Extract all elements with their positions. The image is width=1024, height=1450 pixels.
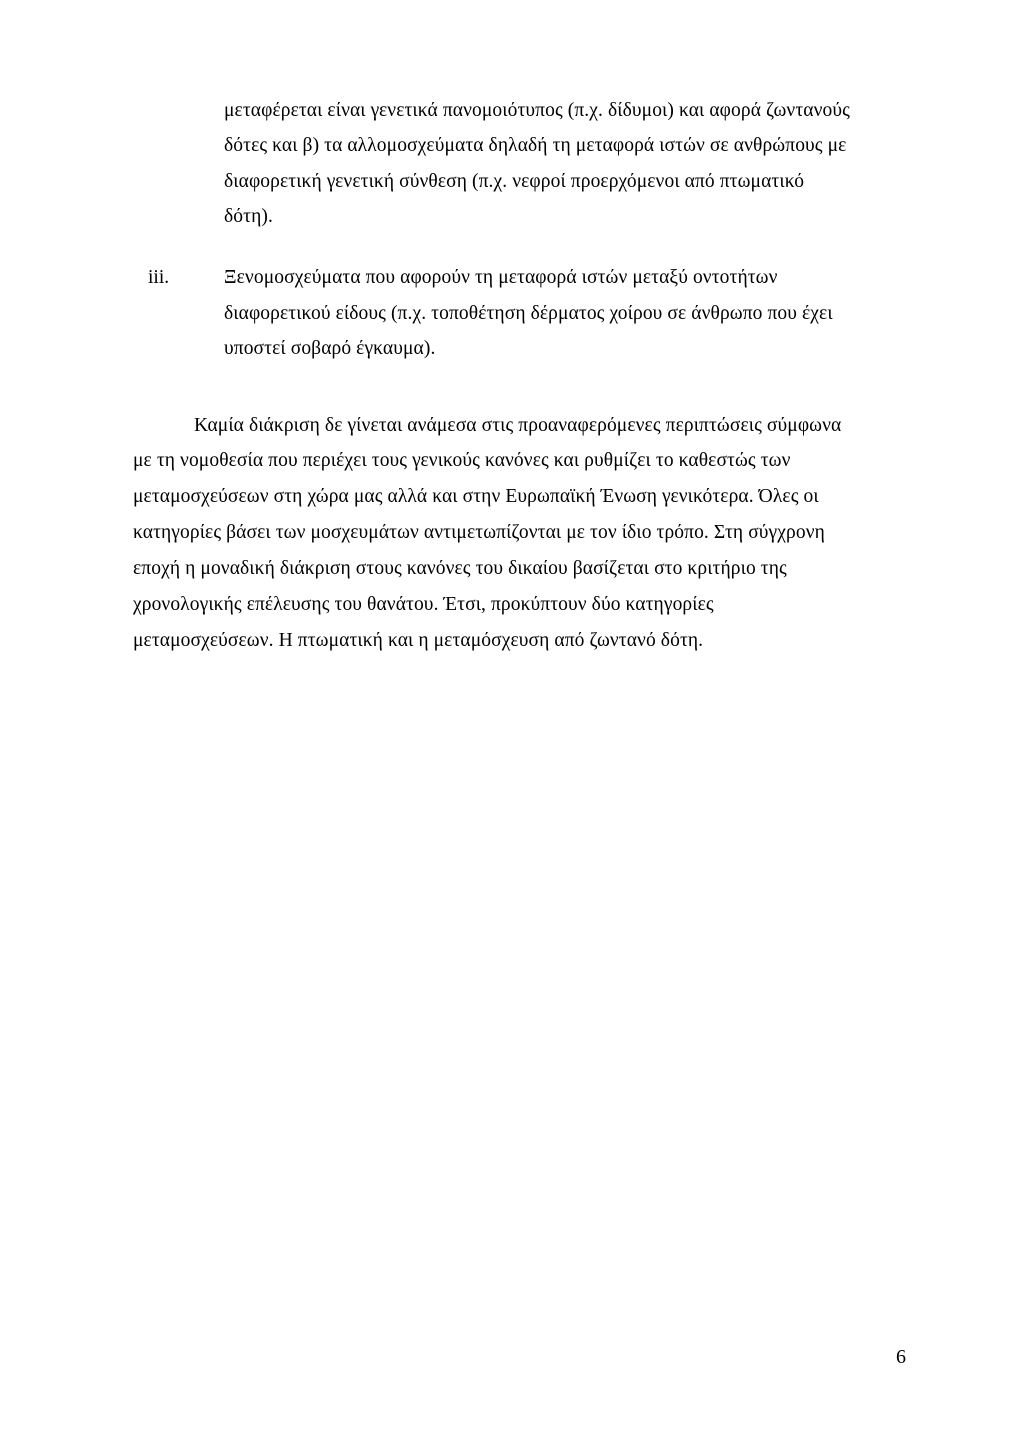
text-line: διαφορετική γενετική σύνθεση (π.χ. νεφροί προερχόμενοι από πτωματικό [224,171,805,192]
text-line: διαφορετικού είδους (π.χ. τοποθέτηση δέρματος χοίρου σε άνθρωπο που έχει [224,303,833,324]
list-marker: iii. [148,267,170,288]
text-line: χρονολογικής επέλευσης του θανάτου. Έτσι, προκύπτουν δύο κατηγορίες [133,594,714,615]
text-line: Καμία διάκριση δε γίνεται ανάμεσα στις προαναφερόμενες περιπτώσεις σύμφωνα [194,415,842,436]
text-line: μεταμοσχεύσεων. Η πτωματική και η μεταμόσχευση από ζωντανό δότη. [133,630,704,651]
text-line: Ξενομοσχεύματα που αφορούν τη μεταφορά ιστών μεταξύ οντοτήτων [224,267,778,288]
text-line: μεταμοσχεύσεων στη χώρα μας αλλά και στην Ευρωπαϊκή Ένωση γενικότερα. Όλες οι [133,486,819,507]
text-line: με τη νομοθεσία που περιέχει τους γενικούς κανόνες και ρυθμίζει το καθεστώς των [133,450,791,471]
text-line: εποχή η μοναδική διάκριση στους κανόνες του δικαίου βασίζεται στο κριτήριο της [133,558,787,579]
text-line: δότες και β) τα αλλομοσχεύματα δηλαδή τη μεταφορά ιστών σε ανθρώπους με [224,135,847,156]
page-number: 6 [896,1346,906,1368]
text-line: κατηγορίες βάσει των μοσχευμάτων αντιμετωπίζονται με τον ίδιο τρόπο. Στη σύγχρονη [133,522,825,543]
text-line: υποστεί σοβαρό έγκαυμα). [224,338,436,359]
text-line: μεταφέρεται είναι γενετικά πανομοιότυπος (π.χ. δίδυμοι) και αφορά ζωντανούς [224,100,850,121]
text-line: δότη). [224,206,273,227]
